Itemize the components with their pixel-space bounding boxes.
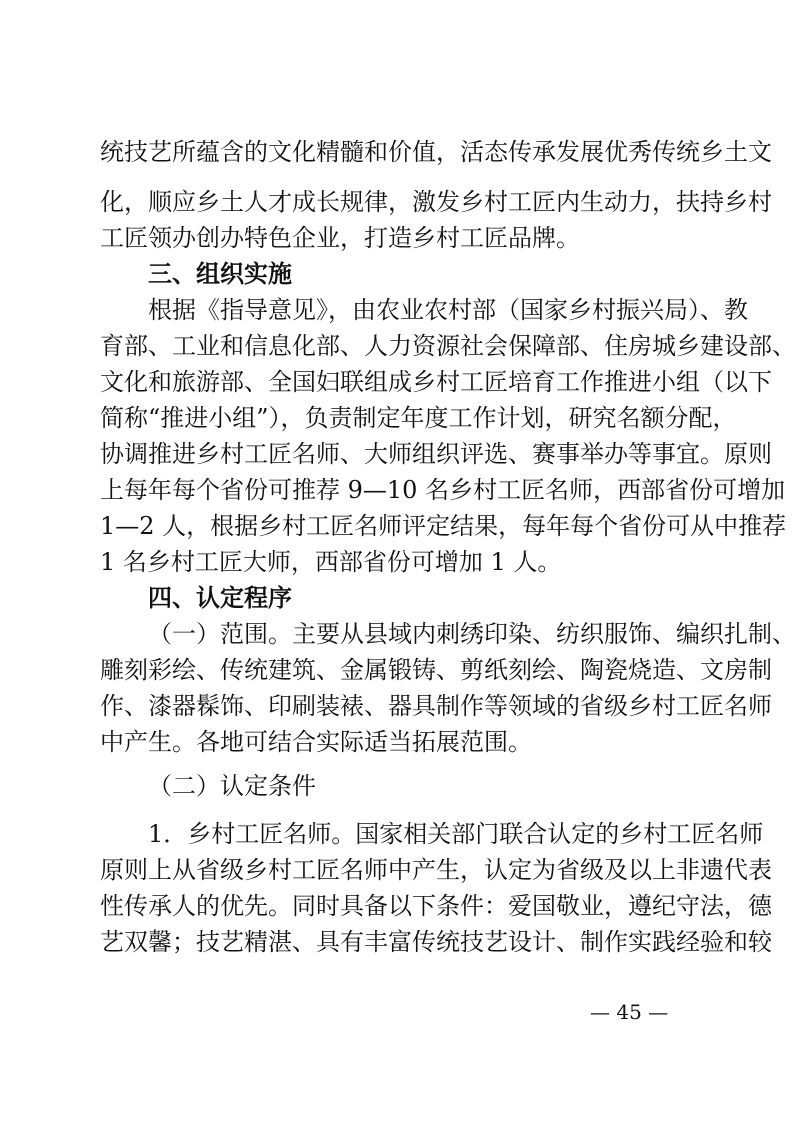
- body-text-line: 育部、工业和信息化部、人力资源社会保障部、住房城乡建设部、: [100, 332, 796, 360]
- body-text-line: 协调推进乡村工匠名师、大师组织评选、赛事举办等事宜。原则: [100, 440, 772, 468]
- body-text-line: 统技艺所蕴含的文化精髓和价值，活态传承发展优秀传统乡土文: [100, 138, 772, 166]
- body-text-line: 1 名乡村工匠大师，西部省份可增加 1 人。: [100, 548, 562, 576]
- page-number: — 45 —: [590, 1000, 669, 1024]
- body-text-line: 上每年每个省份可推荐 9—10 名乡村工匠名师，西部省份可增加: [100, 476, 786, 504]
- body-text-line: 工匠领办创办特色企业，打造乡村工匠品牌。: [100, 224, 580, 252]
- body-text-line: 雕刻彩绘、传统建筑、金属锻铸、剪纸刻绘、陶瓷烧造、文房制: [100, 656, 772, 684]
- section-heading: 四、认定程序: [148, 584, 292, 612]
- body-text-line: 中产生。各地可结合实际适当拓展范围。: [100, 728, 532, 756]
- body-text-line: 根据《指导意见》，由农业农村部（国家乡村振兴局）、教: [148, 296, 748, 324]
- section-heading: 三、组织实施: [148, 260, 292, 288]
- body-text-line: 1．乡村工匠名师。国家相关部门联合认定的乡村工匠名师: [148, 820, 764, 848]
- body-text-line: 原则上从省级乡村工匠名师中产生，认定为省级及以上非遗代表: [100, 856, 772, 884]
- subsection-heading: （二）认定条件: [148, 772, 316, 800]
- body-text-line: 作、漆器髹饰、印刷装裱、器具制作等领域的省级乡村工匠名师: [100, 692, 772, 720]
- body-text-line: 简称“推进小组”），负责制定年度工作计划，研究名额分配，: [100, 404, 737, 432]
- body-text-line: 化，顺应乡土人才成长规律，激发乡村工匠内生动力，扶持乡村: [100, 188, 772, 216]
- body-text-line: 艺双馨；技艺精湛、具有丰富传统技艺设计、制作实践经验和较: [100, 928, 772, 956]
- body-text-line: 性传承人的优先。同时具备以下条件：爱国敬业，遵纪守法，德: [100, 892, 772, 920]
- body-text-line: 1—2 人，根据乡村工匠名师评定结果，每年每个省份可从中推荐: [100, 512, 787, 540]
- body-text-line: （一）范围。主要从县域内刺绣印染、纺织服饰、编织扎制、: [148, 620, 796, 648]
- body-text-line: 文化和旅游部、全国妇联组成乡村工匠培育工作推进小组（以下: [100, 368, 772, 396]
